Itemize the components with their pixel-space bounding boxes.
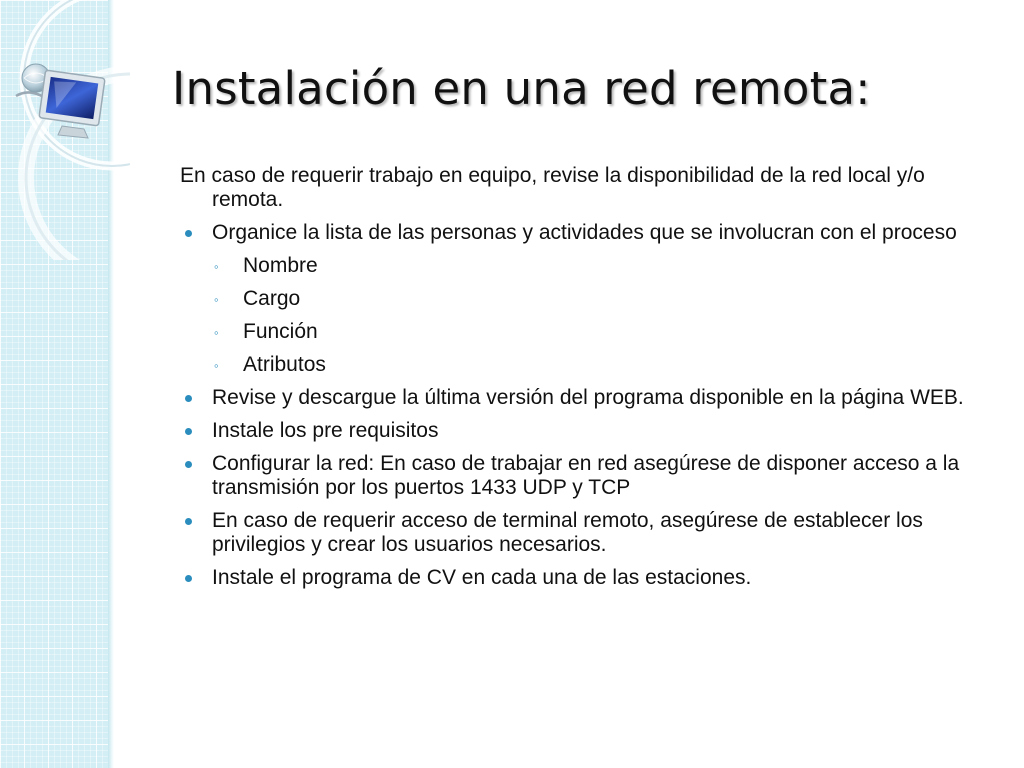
slide-title: Instalación en una red remota:: [172, 62, 871, 115]
bullet-text: En caso de requerir acceso de terminal remoto, asegúrese de establecer los privilegios y crear los usuarios necesarios.: [212, 509, 923, 556]
bullet-dot-icon: [185, 395, 192, 402]
ring-bullet-icon: ◦: [214, 325, 219, 340]
bullet-text: Configurar la red: En caso de trabajar en red asegúrese de disponer acceso a la transmisión por los puertos 1433 UDP y TCP: [212, 452, 960, 499]
ring-bullet-icon: ◦: [214, 358, 219, 373]
sub-bullet-item: [180, 287, 995, 311]
bullet-dot-icon: [185, 230, 192, 237]
bullet-dot-icon: [185, 428, 192, 435]
sub-bullet-text: Cargo: [243, 287, 301, 310]
bullet-text: Organice la lista de las personas y actividades que se involucran con el proceso: [212, 221, 957, 244]
bullet-item: [180, 509, 995, 557]
sub-bullet-text: Nombre: [243, 254, 318, 277]
bullet-text: Revise y descargue la última versión del programa disponible en la página WEB.: [212, 386, 964, 409]
bullet-item: [180, 221, 995, 245]
bullet-item: [180, 566, 995, 590]
sub-bullet-item: [180, 353, 995, 377]
sub-bullet-text: Atributos: [243, 353, 326, 376]
bullet-item: [180, 386, 995, 410]
slide-body: [180, 164, 995, 599]
sub-bullet-item: [180, 254, 995, 278]
bullet-item: [180, 419, 995, 443]
ring-bullet-icon: ◦: [214, 292, 219, 307]
bullet-dot-icon: [185, 518, 192, 525]
bullet-item: [180, 452, 995, 500]
bullet-dot-icon: [185, 461, 192, 468]
intro-paragraph: En caso de requerir trabajo en equipo, revise la disponibilidad de la red local y/o remota.: [180, 164, 925, 211]
computer-monitor-icon: [14, 56, 110, 146]
sub-bullet-item: [180, 320, 995, 344]
bullet-text: Instale el programa de CV en cada una de las estaciones.: [212, 566, 752, 589]
bullet-dot-icon: [185, 575, 192, 582]
bullet-text: Instale los pre requisitos: [212, 419, 439, 442]
ring-bullet-icon: ◦: [214, 259, 219, 274]
sub-bullet-text: Función: [243, 320, 318, 343]
